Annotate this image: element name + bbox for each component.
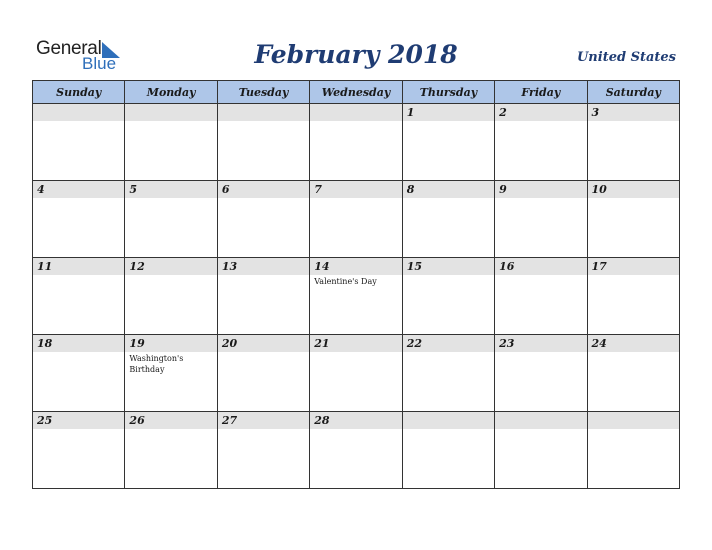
day-cell	[495, 104, 587, 181]
day-cell	[402, 104, 494, 181]
day-number-bar	[588, 181, 679, 198]
week-row	[33, 104, 680, 181]
day-number	[310, 104, 401, 106]
day-number: 14	[314, 260, 330, 273]
day-number-bar	[310, 335, 401, 352]
day-cell	[495, 335, 587, 412]
day-number-bar	[218, 181, 309, 198]
day-number-bar	[588, 258, 679, 275]
week-row	[33, 412, 680, 489]
day-number: 26	[129, 414, 145, 427]
day-number: 16	[499, 260, 515, 273]
day-cell	[33, 335, 125, 412]
weekday-tuesday: Tuesday	[217, 81, 309, 104]
day-number	[33, 104, 124, 106]
day-cell	[33, 181, 125, 258]
weekday-saturday: Saturday	[587, 81, 679, 104]
day-number: 4	[37, 183, 45, 196]
day-number	[403, 412, 494, 414]
day-number-bar	[125, 412, 216, 429]
day-number: 27	[221, 414, 238, 427]
weekday-sunday: Sunday	[33, 81, 125, 104]
day-number-bar	[218, 335, 309, 352]
day-number-bar	[403, 412, 494, 429]
day-number-bar	[403, 181, 494, 198]
day-number-bar	[403, 335, 494, 352]
day-cell	[125, 412, 217, 489]
day-number-bar	[495, 104, 586, 121]
day-number: 9	[499, 183, 507, 196]
day-number-bar	[218, 104, 309, 121]
day-cell	[587, 181, 679, 258]
day-number-bar	[495, 412, 586, 429]
day-number: 7	[314, 183, 322, 196]
weekday-header-row	[33, 81, 680, 104]
holiday-label: Washington's Birthday	[129, 354, 184, 374]
day-number-bar	[125, 181, 216, 198]
day-number: 3	[591, 106, 600, 119]
day-number: 28	[314, 414, 330, 427]
day-number: 25	[37, 414, 53, 427]
day-cell	[217, 335, 309, 412]
day-number	[218, 104, 309, 106]
day-cell	[587, 258, 679, 335]
day-number-bar	[310, 181, 401, 198]
month-title: February 2018	[254, 40, 458, 69]
day-cell	[587, 104, 679, 181]
day-number: 5	[129, 183, 138, 196]
day-number: 1	[406, 106, 415, 119]
day-cell	[402, 181, 494, 258]
day-number-bar	[33, 258, 124, 275]
generalblue-logo	[36, 38, 132, 74]
day-number: 22	[406, 337, 422, 350]
day-number: 23	[499, 337, 515, 350]
day-cell	[495, 258, 587, 335]
day-cell	[587, 335, 679, 412]
day-cell	[402, 412, 494, 489]
day-number	[588, 412, 679, 414]
day-number-bar	[33, 181, 124, 198]
day-cell	[402, 258, 494, 335]
country-label: United States	[576, 50, 676, 65]
day-number-bar	[588, 104, 679, 121]
day-number-bar	[495, 258, 586, 275]
day-number-bar	[125, 335, 216, 352]
day-number-bar	[588, 412, 679, 429]
day-number: 8	[406, 183, 415, 196]
day-number-bar	[403, 104, 494, 121]
day-number: 2	[499, 106, 507, 119]
day-cell	[125, 335, 217, 412]
day-number: 21	[314, 337, 330, 350]
day-cell	[310, 258, 402, 335]
day-cell	[33, 258, 125, 335]
day-number-bar	[218, 412, 309, 429]
day-cell	[310, 335, 402, 412]
day-number-bar	[33, 335, 124, 352]
day-number	[495, 412, 586, 414]
weekday-thursday: Thursday	[402, 81, 494, 104]
holiday-label: Valentine's Day	[314, 277, 377, 286]
day-number-bar	[33, 412, 124, 429]
day-cell	[310, 104, 402, 181]
day-number-bar	[218, 258, 309, 275]
week-row	[33, 258, 680, 335]
day-number-bar	[495, 181, 586, 198]
day-number: 17	[591, 260, 607, 273]
weekday-wednesday: Wednesday	[310, 81, 402, 104]
day-number-bar	[310, 258, 401, 275]
day-number: 10	[591, 183, 607, 196]
day-number-bar	[495, 335, 586, 352]
day-cell	[217, 258, 309, 335]
day-number: 6	[221, 183, 230, 196]
calendar-grid	[32, 80, 680, 489]
day-number-bar	[125, 104, 216, 121]
day-number: 24	[591, 337, 607, 350]
day-number: 15	[406, 260, 422, 273]
day-cell	[495, 412, 587, 489]
day-number: 19	[129, 337, 145, 350]
day-number-bar	[310, 412, 401, 429]
day-cell	[310, 181, 402, 258]
day-cell	[125, 104, 217, 181]
day-number-bar	[588, 335, 679, 352]
logo-general-text: General	[36, 38, 102, 59]
week-row	[33, 181, 680, 258]
day-cell	[495, 181, 587, 258]
day-number-bar	[33, 104, 124, 121]
day-number: 20	[221, 337, 238, 350]
day-cell	[217, 104, 309, 181]
day-cell	[310, 412, 402, 489]
day-number-bar	[403, 258, 494, 275]
logo-blue-text: Blue	[82, 54, 117, 73]
day-cell	[33, 104, 125, 181]
day-cell	[587, 412, 679, 489]
day-cell	[33, 412, 125, 489]
day-cell	[125, 181, 217, 258]
day-number: 12	[129, 260, 145, 273]
day-cell	[217, 181, 309, 258]
day-number: 11	[37, 260, 53, 273]
day-number: 13	[221, 260, 238, 273]
day-cell	[217, 412, 309, 489]
weekday-monday: Monday	[125, 81, 217, 104]
weekday-friday: Friday	[495, 81, 587, 104]
day-cell	[125, 258, 217, 335]
day-number-bar	[310, 104, 401, 121]
day-cell	[402, 335, 494, 412]
day-number-bar	[125, 258, 216, 275]
week-row	[33, 335, 680, 412]
day-number: 18	[37, 337, 53, 350]
day-number	[125, 104, 216, 106]
